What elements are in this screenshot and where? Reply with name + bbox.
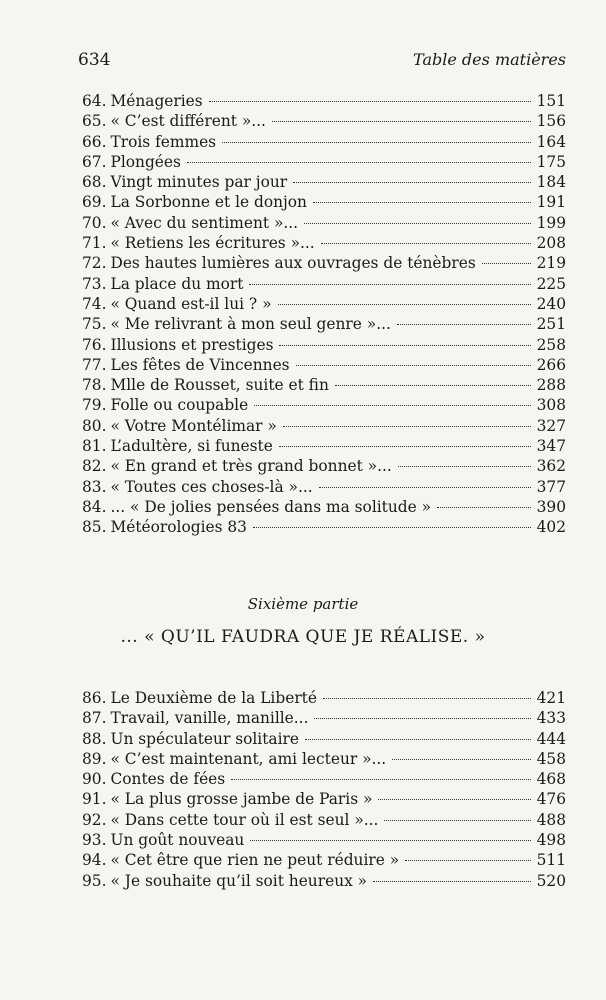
toc-entry-number: 76. bbox=[82, 335, 107, 354]
toc-entry-page: 308 bbox=[536, 396, 566, 415]
toc-entry-page: 164 bbox=[536, 132, 566, 151]
dot-leader bbox=[278, 304, 531, 305]
dot-leader bbox=[405, 860, 530, 861]
toc-entry-page: 488 bbox=[536, 810, 566, 829]
toc-entry-title: « Avec du sentiment »... bbox=[110, 213, 299, 232]
dot-leader bbox=[254, 405, 530, 406]
toc-entry-title: Des hautes lumières aux ouvrages de ténèbres bbox=[110, 254, 476, 273]
toc-entry-page: 184 bbox=[536, 173, 566, 192]
toc-entry bbox=[82, 253, 566, 273]
toc-entry-page: 225 bbox=[536, 274, 566, 293]
toc-entry-page: 476 bbox=[536, 790, 566, 809]
dot-leader bbox=[378, 799, 530, 800]
dot-leader bbox=[304, 223, 531, 224]
dot-leader bbox=[293, 182, 531, 183]
page-header bbox=[78, 50, 566, 74]
toc-entry-title: Illusions et prestiges bbox=[110, 335, 274, 354]
toc-entry-number: 77. bbox=[82, 355, 107, 374]
toc-entry-page: 511 bbox=[536, 851, 566, 870]
toc-entry-title: Météorologies 83 bbox=[110, 518, 247, 537]
toc-entry bbox=[82, 213, 566, 233]
toc-entry-title: « Je souhaite qu’il soit heureux » bbox=[110, 871, 368, 890]
toc-entry-number: 86. bbox=[82, 689, 107, 707]
toc-entry bbox=[82, 395, 566, 415]
dot-leader bbox=[313, 202, 531, 203]
toc-entry-title: Trois femmes bbox=[110, 132, 217, 151]
toc-entry bbox=[82, 810, 566, 830]
toc-entry-number: 88. bbox=[82, 729, 107, 748]
toc-entry-number: 69. bbox=[82, 193, 107, 212]
toc-entry-page: 151 bbox=[536, 92, 566, 110]
toc-entry-title: Un goût nouveau bbox=[110, 831, 245, 850]
toc-entry-number: 85. bbox=[82, 518, 107, 537]
toc-entry-title: L’adultère, si funeste bbox=[110, 437, 273, 456]
toc-entry-number: 71. bbox=[82, 234, 107, 253]
toc-entry bbox=[82, 152, 566, 172]
toc-entry-number: 92. bbox=[82, 810, 107, 829]
toc-entry bbox=[82, 830, 566, 850]
toc-entry bbox=[82, 850, 566, 870]
toc-entry-number: 87. bbox=[82, 709, 107, 728]
toc-entry-page: 258 bbox=[536, 335, 566, 354]
toc-entry-number: 83. bbox=[82, 477, 107, 496]
toc-entry bbox=[82, 111, 566, 131]
toc-entry-title: « Me relivrant à mon seul genre »... bbox=[110, 315, 391, 334]
toc-entry-page: 468 bbox=[536, 770, 566, 789]
toc-entry-number: 95. bbox=[82, 871, 107, 890]
toc-entry bbox=[82, 91, 566, 111]
part-label: Sixième partie bbox=[247, 595, 359, 613]
toc-entry-number: 70. bbox=[82, 213, 107, 232]
dot-leader bbox=[283, 426, 531, 427]
toc-entry-number: 67. bbox=[82, 152, 107, 171]
toc-entry bbox=[82, 314, 566, 334]
toc-entry bbox=[82, 769, 566, 789]
toc-entry-title: « Votre Montélimar » bbox=[110, 416, 277, 435]
toc-entry-title: « Quand est-il lui ? » bbox=[110, 294, 272, 313]
toc-entry-title: « Retiens les écritures »... bbox=[110, 234, 315, 253]
toc-entry-title: Travail, vanille, manille... bbox=[110, 709, 309, 728]
dot-leader bbox=[314, 718, 530, 719]
toc-entry bbox=[82, 233, 566, 253]
dot-leader bbox=[279, 345, 530, 346]
toc-entry-page: 347 bbox=[536, 437, 566, 456]
toc-entry bbox=[82, 416, 566, 436]
toc-entry-number: 73. bbox=[82, 274, 107, 293]
dot-leader bbox=[384, 820, 530, 821]
toc-entry-number: 78. bbox=[82, 376, 107, 395]
toc-entry-number: 75. bbox=[82, 315, 107, 334]
dot-leader bbox=[335, 385, 531, 386]
toc-entry-page: 156 bbox=[536, 112, 566, 131]
toc-entry-page: 444 bbox=[536, 729, 566, 748]
dot-leader bbox=[323, 698, 531, 699]
toc-entry-number: 93. bbox=[82, 831, 107, 850]
toc-entry bbox=[82, 497, 566, 517]
toc-entry bbox=[82, 749, 566, 769]
toc-entry-title: Contes de fées bbox=[110, 770, 226, 789]
dot-leader bbox=[279, 446, 531, 447]
toc-entry bbox=[82, 517, 566, 537]
toc-entry-title: Ménageries bbox=[110, 92, 203, 110]
toc-entry-page: 240 bbox=[536, 294, 566, 313]
dot-leader bbox=[321, 243, 531, 244]
toc-entry-page: 266 bbox=[536, 355, 566, 374]
dot-leader bbox=[249, 284, 530, 285]
toc-entry-title: ... « De jolies pensées dans ma solitude » bbox=[110, 497, 432, 516]
toc-entry-number: 84. bbox=[82, 497, 107, 516]
toc-entry bbox=[82, 274, 566, 294]
toc-entry-page: 498 bbox=[536, 831, 566, 850]
toc-entry-number: 82. bbox=[82, 457, 107, 476]
toc-entry bbox=[82, 355, 566, 375]
page-number: 634 bbox=[78, 50, 111, 70]
toc-entry-number: 66. bbox=[82, 132, 107, 151]
toc-entry bbox=[82, 871, 566, 891]
toc-entry-page: 377 bbox=[536, 477, 566, 496]
dot-leader bbox=[373, 881, 531, 882]
dot-leader bbox=[398, 466, 531, 467]
dot-leader bbox=[222, 142, 531, 143]
toc-entry-number: 79. bbox=[82, 396, 107, 415]
dot-leader bbox=[253, 527, 531, 528]
toc-entry bbox=[82, 456, 566, 476]
toc-entry bbox=[82, 294, 566, 314]
toc-entry-page: 199 bbox=[536, 213, 566, 232]
toc-entry bbox=[82, 335, 566, 355]
toc-entry-page: 208 bbox=[536, 234, 566, 253]
toc-entry-title: Vingt minutes par jour bbox=[110, 173, 288, 192]
toc-entry-page: 390 bbox=[536, 497, 566, 516]
toc-entry-title: La Sorbonne et le donjon bbox=[110, 193, 307, 212]
toc-entry-number: 68. bbox=[82, 173, 107, 192]
dot-leader bbox=[397, 324, 531, 325]
toc-entry-page: 421 bbox=[536, 689, 566, 707]
toc-entry-number: 91. bbox=[82, 790, 107, 809]
toc-entry-number: 81. bbox=[82, 437, 107, 456]
dot-leader bbox=[437, 507, 531, 508]
toc-entry-number: 64. bbox=[82, 92, 107, 110]
toc-list-bottom bbox=[82, 688, 566, 891]
dot-leader bbox=[250, 840, 530, 841]
dot-leader bbox=[392, 759, 530, 760]
toc-entry-number: 74. bbox=[82, 294, 107, 313]
toc-entry bbox=[82, 436, 566, 456]
toc-entry-title: « C’est différent »... bbox=[110, 112, 266, 131]
toc-entry-title: « Toutes ces choses-là »... bbox=[110, 477, 313, 496]
toc-entry bbox=[82, 708, 566, 728]
toc-entry bbox=[82, 172, 566, 192]
toc-entry-page: 191 bbox=[536, 193, 566, 212]
toc-entry-title: Un spéculateur solitaire bbox=[110, 729, 299, 748]
dot-leader bbox=[209, 101, 531, 102]
toc-entry-page: 402 bbox=[536, 518, 566, 537]
toc-entry-page: 520 bbox=[536, 871, 566, 890]
toc-entry-title: Plongées bbox=[110, 152, 181, 171]
toc-entry-title: Folle ou coupable bbox=[110, 396, 249, 415]
toc-entry-number: 72. bbox=[82, 254, 107, 273]
toc-entry bbox=[82, 132, 566, 152]
toc-entry-title: Les fêtes de Vincennes bbox=[110, 355, 290, 374]
toc-entry-title: « Dans cette tour où il est seul »... bbox=[110, 810, 379, 829]
toc-entry bbox=[82, 729, 566, 749]
toc-entry bbox=[82, 375, 566, 395]
toc-entry-title: « C’est maintenant, ami lecteur »... bbox=[110, 749, 387, 768]
toc-entry-title: « La plus grosse jambe de Paris » bbox=[110, 790, 373, 809]
dot-leader bbox=[296, 365, 531, 366]
dot-leader bbox=[187, 162, 531, 163]
toc-entry-number: 80. bbox=[82, 416, 107, 435]
toc-entry-page: 458 bbox=[536, 749, 566, 768]
toc-entry-page: 251 bbox=[536, 315, 566, 334]
toc-entry bbox=[82, 789, 566, 809]
toc-entry bbox=[82, 192, 566, 212]
toc-entry-title: La place du mort bbox=[110, 274, 244, 293]
part-title: ... « QU’IL FAUDRA QUE JE RÉALISE. » bbox=[120, 627, 486, 647]
toc-entry-title: « Cet être que rien ne peut réduire » bbox=[110, 851, 400, 870]
dot-leader bbox=[272, 121, 531, 122]
toc-entry-page: 433 bbox=[536, 709, 566, 728]
toc-entry-page: 362 bbox=[536, 457, 566, 476]
toc-entry-number: 94. bbox=[82, 851, 107, 870]
toc-entry-page: 175 bbox=[536, 152, 566, 171]
dot-leader bbox=[231, 779, 530, 780]
toc-entry bbox=[82, 688, 566, 708]
running-title: Table des matières bbox=[413, 50, 566, 69]
toc-entry-title: Mlle de Rousset, suite et fin bbox=[110, 376, 329, 395]
toc-entry bbox=[82, 477, 566, 497]
dot-leader bbox=[319, 487, 531, 488]
toc-entry-title: « En grand et très grand bonnet »... bbox=[110, 457, 392, 476]
dot-leader bbox=[482, 263, 531, 264]
toc-entry-number: 89. bbox=[82, 749, 107, 768]
toc-list-top bbox=[82, 91, 566, 538]
toc-entry-page: 219 bbox=[536, 254, 566, 273]
toc-entry-title: Le Deuxième de la Liberté bbox=[110, 689, 317, 707]
toc-entry-page: 288 bbox=[536, 376, 566, 395]
toc-entry-number: 65. bbox=[82, 112, 107, 131]
toc-entry-number: 90. bbox=[82, 770, 107, 789]
toc-entry-page: 327 bbox=[536, 416, 566, 435]
dot-leader bbox=[305, 739, 531, 740]
